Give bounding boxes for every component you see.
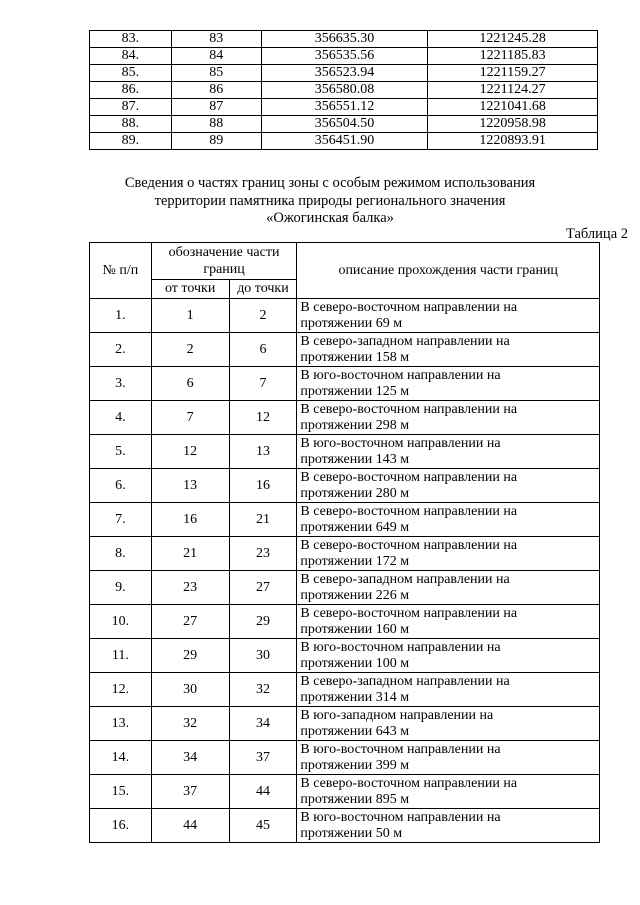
cell-from: 23 <box>151 571 229 605</box>
cell-num: 86. <box>90 82 172 99</box>
cell-description <box>297 741 600 775</box>
table-row <box>90 48 598 65</box>
description-line: В юго-восточном направлении на <box>300 741 501 757</box>
cell-from: 13 <box>151 469 229 503</box>
cell-x: 356523.94 <box>261 65 428 82</box>
cell-from: 32 <box>151 707 229 741</box>
cell-to: 44 <box>229 775 297 809</box>
cell-y: 1221185.83 <box>428 48 598 65</box>
header-designation <box>151 243 297 280</box>
cell-x: 356635.30 <box>261 31 428 48</box>
coordinates-table <box>89 30 598 150</box>
cell-to: 6 <box>229 333 297 367</box>
cell-to: 27 <box>229 571 297 605</box>
cell-from: 21 <box>151 537 229 571</box>
cell-from: 2 <box>151 333 229 367</box>
description-line: В северо-восточном направлении на <box>300 299 518 315</box>
header-from-point: от точки <box>151 280 229 299</box>
table-row <box>90 65 598 82</box>
table-row <box>90 82 598 99</box>
description-line: В юго-восточном направлении на <box>300 809 501 825</box>
cell-y: 1221245.28 <box>428 31 598 48</box>
cell-to: 16 <box>229 469 297 503</box>
description-line: протяжении 143 м <box>300 451 410 467</box>
description-line: протяжении 50 м <box>300 825 403 841</box>
description-line: протяжении 226 м <box>300 587 410 603</box>
description-line: протяжении 895 м <box>300 791 410 807</box>
cell-num: 9. <box>90 571 152 605</box>
cell-num: 5. <box>90 435 152 469</box>
cell-description <box>297 401 600 435</box>
cell-to: 30 <box>229 639 297 673</box>
section-title-line: «Ожогинская балка» <box>266 210 394 226</box>
cell-y: 1220958.98 <box>428 116 598 133</box>
cell-point: 84 <box>171 48 261 65</box>
cell-num: 12. <box>90 673 152 707</box>
cell-num: 11. <box>90 639 152 673</box>
cell-from: 16 <box>151 503 229 537</box>
header-num: № п/п <box>90 243 152 299</box>
cell-from: 34 <box>151 741 229 775</box>
table-row <box>90 639 600 673</box>
description-line: протяжении 125 м <box>300 383 410 399</box>
description-line: протяжении 649 м <box>300 519 410 535</box>
cell-num: 1. <box>90 299 152 333</box>
cell-from: 44 <box>151 809 229 843</box>
description-line: В северо-западном направлении на <box>300 571 510 587</box>
table-row <box>90 605 600 639</box>
cell-x: 356451.90 <box>261 133 428 150</box>
cell-point: 83 <box>171 31 261 48</box>
cell-num: 83. <box>90 31 172 48</box>
table-row <box>90 503 600 537</box>
cell-from: 7 <box>151 401 229 435</box>
cell-from: 27 <box>151 605 229 639</box>
cell-description <box>297 639 600 673</box>
cell-to: 13 <box>229 435 297 469</box>
header-to-point: до точки <box>229 280 297 299</box>
cell-description <box>297 469 600 503</box>
description-line: В северо-восточном направлении на <box>300 401 518 417</box>
description-line: протяжении 314 м <box>300 689 410 705</box>
table-row <box>90 741 600 775</box>
description-line: В северо-западном направлении на <box>300 673 510 689</box>
cell-num: 7. <box>90 503 152 537</box>
section-title-line: территории памятника природы регионального значения <box>154 192 506 209</box>
table-row <box>90 809 600 843</box>
header-designation-line: границ <box>203 262 245 277</box>
table-row <box>90 99 598 116</box>
cell-y: 1221159.27 <box>428 65 598 82</box>
description-line: протяжении 158 м <box>300 349 410 365</box>
description-line: В юго-восточном направлении на <box>300 435 501 451</box>
cell-description <box>297 435 600 469</box>
description-line: протяжении 298 м <box>300 417 410 433</box>
cell-description <box>297 299 600 333</box>
description-line: В северо-восточном направлении на <box>300 775 518 791</box>
description-line: протяжении 69 м <box>300 315 403 331</box>
table-row <box>90 31 598 48</box>
cell-to: 32 <box>229 673 297 707</box>
cell-num: 16. <box>90 809 152 843</box>
section-title <box>40 175 620 228</box>
cell-x: 356580.08 <box>261 82 428 99</box>
description-line: протяжении 280 м <box>300 485 410 501</box>
cell-num: 14. <box>90 741 152 775</box>
cell-description <box>297 571 600 605</box>
cell-to: 29 <box>229 605 297 639</box>
table-row <box>90 367 600 401</box>
cell-num: 10. <box>90 605 152 639</box>
description-line: В северо-западном направлении на <box>300 333 510 349</box>
table-row <box>90 673 600 707</box>
cell-to: 21 <box>229 503 297 537</box>
cell-to: 45 <box>229 809 297 843</box>
cell-description <box>297 775 600 809</box>
description-line: В юго-западном направлении на <box>300 707 494 723</box>
cell-to: 2 <box>229 299 297 333</box>
cell-description <box>297 673 600 707</box>
cell-from: 1 <box>151 299 229 333</box>
cell-description <box>297 503 600 537</box>
cell-point: 86 <box>171 82 261 99</box>
table-row <box>90 707 600 741</box>
cell-from: 29 <box>151 639 229 673</box>
cell-x: 356551.12 <box>261 99 428 116</box>
cell-num: 87. <box>90 99 172 116</box>
header-designation-line: обозначение части <box>168 245 280 260</box>
description-line: В северо-восточном направлении на <box>300 605 518 621</box>
table-row <box>90 333 600 367</box>
cell-to: 7 <box>229 367 297 401</box>
cell-from: 37 <box>151 775 229 809</box>
description-line: протяжении 643 м <box>300 723 410 739</box>
description-line: протяжении 160 м <box>300 621 410 637</box>
cell-description <box>297 605 600 639</box>
coordinates-table-body <box>90 31 598 150</box>
cell-from: 12 <box>151 435 229 469</box>
cell-point: 85 <box>171 65 261 82</box>
header-description: описание прохождения части границ <box>297 243 600 299</box>
table-row <box>90 299 600 333</box>
cell-description <box>297 537 600 571</box>
cell-num: 85. <box>90 65 172 82</box>
cell-num: 8. <box>90 537 152 571</box>
table-row <box>90 537 600 571</box>
cell-num: 89. <box>90 133 172 150</box>
cell-description <box>297 367 600 401</box>
cell-num: 84. <box>90 48 172 65</box>
cell-num: 4. <box>90 401 152 435</box>
description-line: В юго-восточном направлении на <box>300 639 501 655</box>
cell-num: 2. <box>90 333 152 367</box>
cell-from: 30 <box>151 673 229 707</box>
cell-num: 6. <box>90 469 152 503</box>
description-line: В юго-восточном направлении на <box>300 367 501 383</box>
cell-point: 87 <box>171 99 261 116</box>
boundary-parts-table-body <box>90 299 600 843</box>
cell-description <box>297 707 600 741</box>
cell-description <box>297 333 600 367</box>
table-row <box>90 401 600 435</box>
boundary-parts-table <box>89 242 600 843</box>
cell-y: 1220893.91 <box>428 133 598 150</box>
cell-num: 15. <box>90 775 152 809</box>
description-line: протяжении 172 м <box>300 553 410 569</box>
table-number: Таблица 2 <box>565 226 628 242</box>
cell-point: 88 <box>171 116 261 133</box>
section-title-line: Сведения о частях границ зоны с особым режимом использования <box>124 175 536 191</box>
cell-from: 6 <box>151 367 229 401</box>
table-row <box>90 469 600 503</box>
cell-y: 1221041.68 <box>428 99 598 116</box>
cell-num: 3. <box>90 367 152 401</box>
cell-x: 356504.50 <box>261 116 428 133</box>
table-row <box>90 571 600 605</box>
table-row <box>90 435 600 469</box>
cell-to: 23 <box>229 537 297 571</box>
cell-y: 1221124.27 <box>428 82 598 99</box>
boundary-parts-table-header <box>90 243 600 299</box>
cell-description <box>297 809 600 843</box>
cell-x: 356535.56 <box>261 48 428 65</box>
description-line: протяжении 399 м <box>300 757 410 773</box>
cell-to: 37 <box>229 741 297 775</box>
table-row <box>90 133 598 150</box>
cell-num: 88. <box>90 116 172 133</box>
description-line: В северо-восточном направлении на <box>300 469 518 485</box>
table-row <box>90 116 598 133</box>
description-line: В северо-восточном направлении на <box>300 537 518 553</box>
description-line: В северо-восточном направлении на <box>300 503 518 519</box>
table-row <box>90 775 600 809</box>
cell-to: 12 <box>229 401 297 435</box>
cell-point: 89 <box>171 133 261 150</box>
description-line: протяжении 100 м <box>300 655 410 671</box>
cell-num: 13. <box>90 707 152 741</box>
cell-to: 34 <box>229 707 297 741</box>
